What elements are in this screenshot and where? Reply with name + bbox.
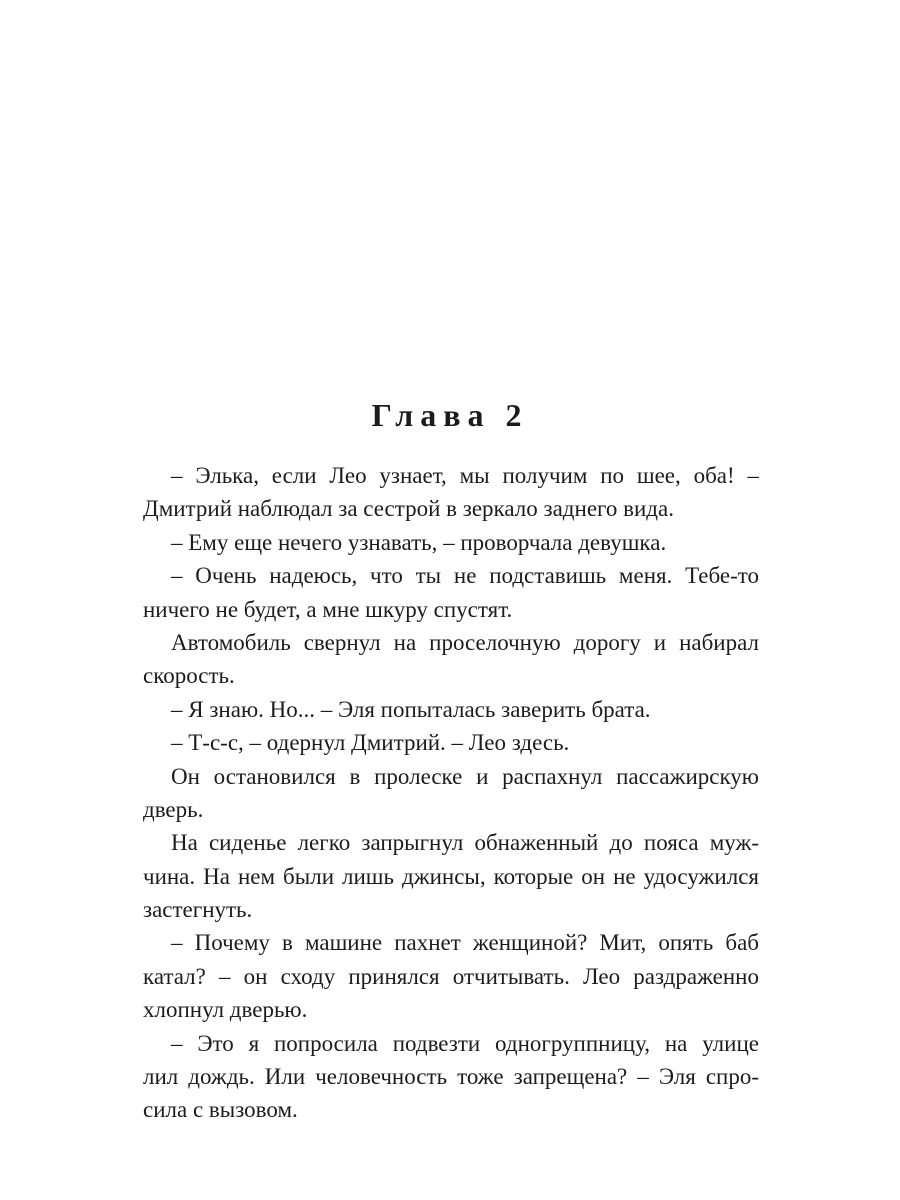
text-line: сила с вызовом. (143, 1097, 298, 1123)
text-line: – Почему в машине пахнет женщиной? Мит, опять баб (171, 930, 759, 956)
text-line: лил дождь. Или человечность тоже запрещена? – Эля спро- (143, 1064, 759, 1090)
text-line: – Элька, если Лео узнает, мы получим по шее, оба! – (171, 463, 759, 488)
text-line: Дмитрий наблюдал за сестрой в зеркало заднего вида. (143, 496, 674, 522)
text-line: дверь. (143, 796, 204, 822)
text-line: катал? – он сходу принялся отчитывать. Лео раздраженно (143, 963, 759, 989)
chapter-text (143, 459, 759, 1127)
text-line: скорость. (143, 663, 235, 689)
text-line: На сиденье легко запрыгнул обнаженный до пояса муж- (171, 830, 759, 856)
text-line: – Очень надеюсь, что ты не подставишь меня. Тебе-то (171, 563, 759, 589)
chapter-title: Глава 2 (371, 397, 529, 433)
text-line: – Ему еще нечего узнавать, – проворчала девушка. (171, 529, 667, 555)
text-line: – Т-с-с, – одернул Дмитрий. – Лео здесь. (171, 730, 570, 756)
text-line: хлопнул дверью. (143, 997, 308, 1023)
text-line: Автомобиль свернул на проселочную дорогу и набирал (171, 629, 759, 655)
text-line: застегнуть. (143, 897, 253, 923)
text-line: – Я знаю. Но... – Эля попыталась заверить брата. (171, 696, 651, 722)
text-line: – Это я попросила подвезти одногруппницу, на улице (171, 1030, 759, 1056)
text-line: ничего не будет, а мне шкуру спустят. (143, 596, 513, 622)
text-line: Он остановился в пролеске и распахнул пассажирскую (171, 763, 759, 789)
text-line: чина. На нем были лишь джинсы, которые он не удосужился (143, 863, 759, 889)
